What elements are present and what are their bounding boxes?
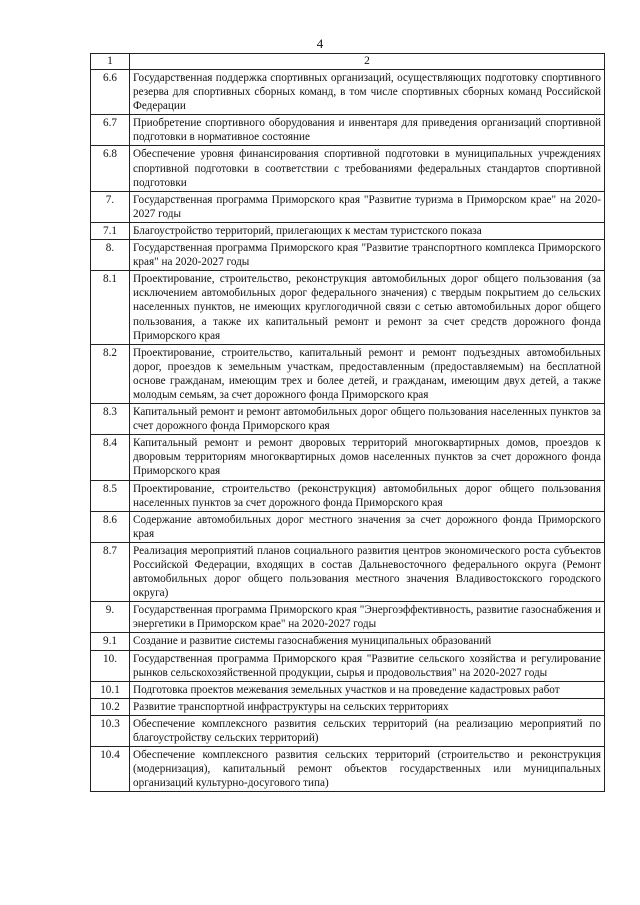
- row-number: 8.1: [91, 271, 130, 344]
- table-row: [91, 480, 605, 511]
- header-col-1: 1: [91, 54, 130, 70]
- row-number: 10.2: [91, 698, 130, 715]
- row-text: Государственная программа Приморского края "Развитие сельского хозяйства и регулирование рынков сельскохозяйственной продукции, сырья и продовольствия" на 2020-2027 годы: [130, 650, 605, 681]
- table-row: [91, 542, 605, 601]
- row-text: Обеспечение комплексного развития сельских территорий (строительство и реконструкция (модернизация), капитальный ремонт объектов государственных или муниципальных организаций культурно-досугового типа): [130, 747, 605, 792]
- row-number: 8.6: [91, 511, 130, 542]
- row-number: 7.1: [91, 222, 130, 239]
- row-text: Проектирование, строительство, реконструкция автомобильных дорог общего пользования (за исключением автомобильных дорог федерального значения) с твердым покрытием до сельских населенных пунктов, не имеющих круглогодичной связи с сетью автомобильных дорог общего пользования, а также их капитальный ремонт и ремонт за счет средств дорожного фонда Приморского края: [130, 271, 605, 344]
- table-row: [91, 191, 605, 222]
- row-number: 6.6: [91, 70, 130, 115]
- table-row: [91, 715, 605, 746]
- row-text: Реализация мероприятий планов социального развития центров экономического роста субъектов Российской Федерации, входящих в состав Дальневосточного федерального округа (Ремонт автомобильных дорог общего пользования местного значения Владивостокского городского округа): [130, 542, 605, 601]
- row-text: Государственная программа Приморского края "Развитие транспортного комплекса Приморского края" на 2020-2027 годы: [130, 240, 605, 271]
- row-text: Государственная программа Приморского края "Развитие туризма в Приморском крае" на 2020-2027 годы: [130, 191, 605, 222]
- row-text: Благоустройство территорий, прилегающих к местам туристского показа: [130, 222, 605, 239]
- row-number: 8.5: [91, 480, 130, 511]
- row-number: 9.1: [91, 633, 130, 650]
- row-number: 8.: [91, 240, 130, 271]
- table-header-row: [91, 54, 605, 70]
- table-row: [91, 222, 605, 239]
- row-text: Проектирование, строительство, капитальный ремонт и ремонт подъездных автомобильных дорог, проездов к земельным участкам, предоставленным (предоставляемым) на бесплатной основе гражданам, имеющим трех и более детей, и гражданам, имеющим двух детей, а также молодым семьям, за счет дорожного фонда Приморского края: [130, 344, 605, 403]
- table-row: [91, 146, 605, 191]
- table-row: [91, 698, 605, 715]
- header-col-2: 2: [130, 54, 605, 70]
- table-row: [91, 404, 605, 435]
- table-row: [91, 747, 605, 792]
- row-number: 10.: [91, 650, 130, 681]
- table-row: [91, 115, 605, 146]
- table-row: [91, 240, 605, 271]
- row-number: 10.4: [91, 747, 130, 792]
- table-row: [91, 650, 605, 681]
- row-text: Обеспечение комплексного развития сельских территорий (на реализацию мероприятий по благоустройству сельских территорий): [130, 715, 605, 746]
- program-table: [90, 53, 605, 792]
- row-text: Капитальный ремонт и ремонт дворовых территорий многоквартирных домов, проездов к дворовым территориям многоквартирных домов населенных пунктов за счет дорожного фонда Приморского края: [130, 435, 605, 480]
- row-number: 6.7: [91, 115, 130, 146]
- row-text: Создание и развитие системы газоснабжения муниципальных образований: [130, 633, 605, 650]
- table-row: [91, 271, 605, 344]
- row-text: Проектирование, строительство (реконструкция) автомобильных дорог общего пользования населенных пунктов за счет дорожного фонда Приморского края: [130, 480, 605, 511]
- row-number: 7.: [91, 191, 130, 222]
- table-row: [91, 511, 605, 542]
- row-number: 8.7: [91, 542, 130, 601]
- table-row: [91, 633, 605, 650]
- table-row: [91, 70, 605, 115]
- row-number: 8.3: [91, 404, 130, 435]
- table-row: [91, 344, 605, 403]
- page-number: 4: [316, 36, 324, 51]
- row-text: Государственная поддержка спортивных организаций, осуществляющих подготовку спортивного резерва для спортивных сборных команд, в том числе спортивных сборных команд Российской Федерации: [130, 70, 605, 115]
- row-text: Содержание автомобильных дорог местного значения за счет дорожного фонда Приморского края: [130, 511, 605, 542]
- row-text: Развитие транспортной инфраструктуры на сельских территориях: [130, 698, 605, 715]
- row-text: Подготовка проектов межевания земельных участков и на проведение кадастровых работ: [130, 681, 605, 698]
- row-number: 6.8: [91, 146, 130, 191]
- row-number: 10.3: [91, 715, 130, 746]
- row-text: Приобретение спортивного оборудования и инвентаря для приведения организаций спортивной подготовки в нормативное состояние: [130, 115, 605, 146]
- row-text: Обеспечение уровня финансирования спортивной подготовки в муниципальных учреждениях спортивной подготовки в соответствии с требованиями федеральных стандартов спортивной подготовки: [130, 146, 605, 191]
- row-number: 8.2: [91, 344, 130, 403]
- table-row: [91, 435, 605, 480]
- table-body: [91, 54, 605, 792]
- row-number: 8.4: [91, 435, 130, 480]
- row-number: 9.: [91, 602, 130, 633]
- row-text: Капитальный ремонт и ремонт автомобильных дорог общего пользования населенных пунктов за счет дорожного фонда Приморского края: [130, 404, 605, 435]
- table-row: [91, 681, 605, 698]
- row-text: Государственная программа Приморского края "Энергоэффективность, развитие газоснабжения и энергетики в Приморском крае" на 2020-2027 годы: [130, 602, 605, 633]
- row-number: 10.1: [91, 681, 130, 698]
- table-row: [91, 602, 605, 633]
